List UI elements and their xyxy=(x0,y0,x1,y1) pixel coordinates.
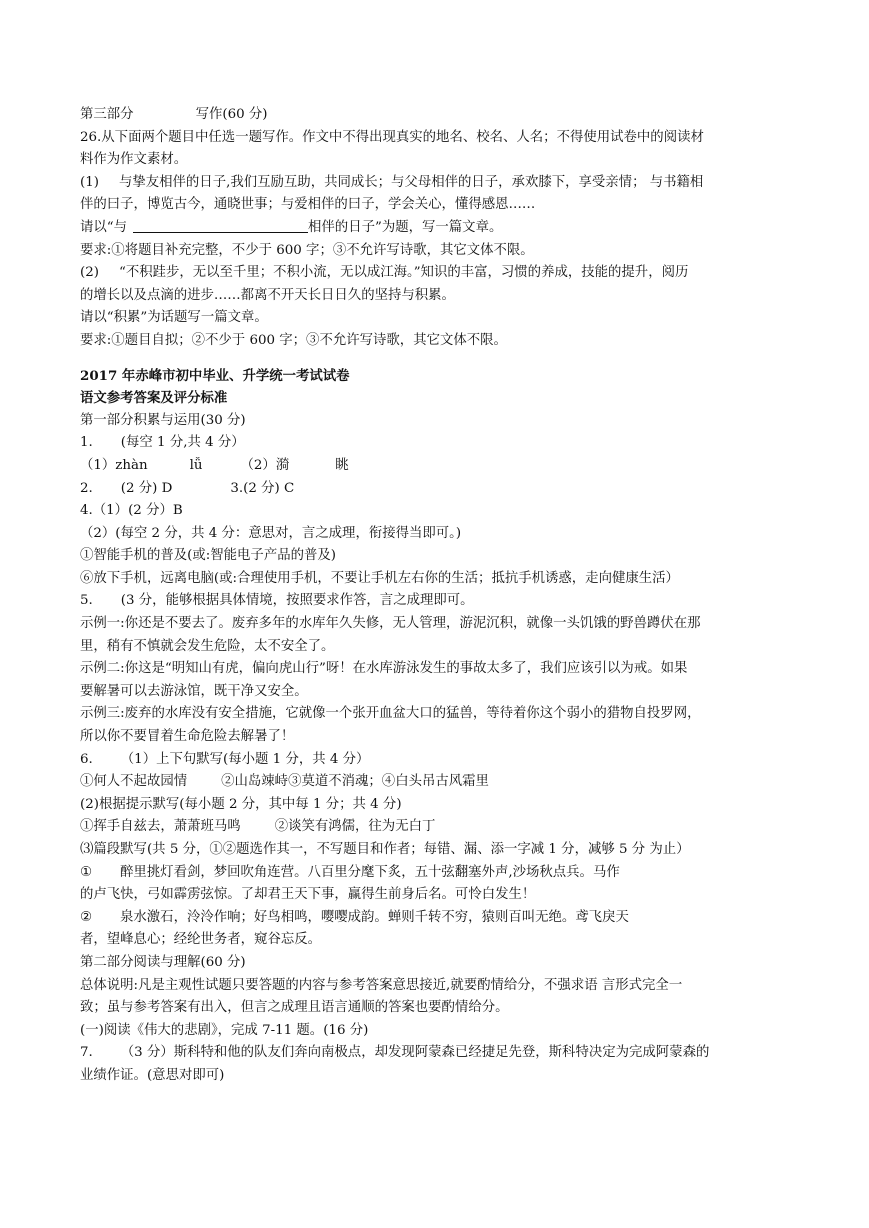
answer-6-passage-2: ② 泉水激石，泠泠作响；好鸟相鸣，嘤嘤成韵。蝉则千转不穷，猿则百叫无绝。鸢飞戾天 xyxy=(80,909,629,925)
answer-6-3: ⑶篇段默写(共 5 分，①②题选作其一，不写题目和作者；每错、漏、添一字减 1 分，减够 5 分 为止） xyxy=(80,842,690,857)
option-1-prompt: 请以“与 相伴的日子”为题，写一篇文章。 xyxy=(80,219,503,235)
example-2: 示例二:你这是“明知山有虎，偏向虎山行”呀！在水库游泳发生的事故太多了，我们应该引以为戒。如果 xyxy=(80,661,688,677)
fill-blank-line xyxy=(133,218,308,233)
answer-6-passage-2-cont: 者，望峰息心；经纶世务者，窥谷忘反。 xyxy=(80,932,322,948)
question-26: 26.从下面两个题目中任选一题写作。作文中不得出现真实的地名、校名、人名；不得使用试卷中的阅读材 xyxy=(80,129,704,145)
part2-heading: 第二部分阅读与理解(60 分) xyxy=(80,954,246,970)
answer-6-2: (2)根据提示默写(每小题 2 分，其中每 1 分；共 4 分) xyxy=(80,796,402,812)
answer-4-a6: ⑥放下手机，远离电脑(或:合理使用手机，不要让手机左右你的生活；抵抗手机诱惑，走向健康生活） xyxy=(80,570,679,586)
option-2: (2) “不积跬步，无以至千里；不积小流，无以成江海。”知识的丰富，习惯的养成，技能的提升，阅历 xyxy=(80,265,689,281)
section-1-heading: (一)阅读《伟大的悲剧》，完成 7-11 题。(16 分) xyxy=(80,1022,369,1038)
answer-6-passage-1-cont: 的卢飞快，弓如霹雳弦惊。了却君王天下事，赢得生前身后名。可怜白发生！ xyxy=(80,887,536,903)
option-1-cont: 伴的曰子，博览古今，通晓世事；与爱相伴的曰子，学会关心，懂得感恩…… xyxy=(80,197,536,213)
general-note: 总体说明:凡是主观性试题只要答题的内容与参考答案意思接近,就要酌情给分，不强求语 言形式完全一 xyxy=(80,977,683,993)
general-note-cont: 致；虽与参考答案有出入，但言之成理且语言通顺的答案也要酌情给分。 xyxy=(80,1000,509,1016)
answer-6-passage-1: ① 醉里挑灯看剑，梦回吹角连营。八百里分麾下炙，五十弦翻塞外声,沙场秋点兵。马作 xyxy=(80,864,620,880)
part3-heading: 第三部分 写作(60 分) xyxy=(80,107,268,122)
answer-7: 7. （3 分）斯科特和他的队友们奔向南极点，却发现阿蒙森已经捷足先登，斯科特决定为完成阿蒙森的 xyxy=(80,1045,710,1061)
option-2-prompt: 请以“积累”为话题写一篇文章。 xyxy=(80,310,268,326)
option-2-requirement: 要求:①题目自拟；②不少于 600 字；③不允许写诗歌，其它文体不限。 xyxy=(80,332,507,348)
part1-heading: 第一部分积累与运用(30 分) xyxy=(80,412,246,428)
answers-title: 2017 年赤峰市初中毕业、升学统一考试试卷 xyxy=(80,367,350,384)
example-2-cont: 要解暑可以去游泳馆，既干净又安全。 xyxy=(80,683,308,699)
answer-6-row1: ①何人不起故园情 ②山岛竦峙③莫道不消魂；④白头吊古风霜里 xyxy=(80,774,489,790)
question-26-cont: 料作为作文素材。 xyxy=(80,152,188,168)
example-1: 示例一:你还是不要去了。废弃多年的水库年久失修，无人管理，游泥沉积，就像一头饥饿的野兽蹲伏在那 xyxy=(80,616,701,632)
example-1-cont: 里，稍有不慎就会发生危险，太不安全了。 xyxy=(80,638,335,654)
answer-4-a1: ①智能手机的普及(或:智能电子产品的普及) xyxy=(80,548,336,564)
answer-1: 1. (每空 1 分,共 4 分） xyxy=(80,435,245,451)
answer-1-detail: （1）zhàn lǚ （2）漪 眺 xyxy=(80,457,349,473)
option-1: (1) 与挚友相伴的日子,我们互励互助，共同成长；与父母相伴的日子，承欢膝下，享受亲情； 与书籍相 xyxy=(80,174,704,190)
example-3: 示例三:废弃的水库没有安全措施，它就像一个张开血盆大口的猛兽，等待着你这个弱小的猎物自投罗网， xyxy=(80,706,701,722)
answer-4-2: （2）(每空 2 分，共 4 分：意思对，言之成理，衔接得当即可。) xyxy=(80,525,462,541)
answer-7-cont: 业绩作证。(意思对即可) xyxy=(80,1067,225,1083)
answer-6: 6. （1）上下句默写(每小题 1 分，共 4 分） xyxy=(80,751,370,767)
example-3-cont: 所以你不要冒着生命危险去解暑了！ xyxy=(80,729,295,745)
answers-subtitle: 语文参考答案及评分标准 xyxy=(80,390,228,407)
answer-4-1: 4.（1）(2 分）B xyxy=(80,503,183,519)
option-1-requirement: 要求:①将题目补充完整，不少于 600 字；③不允许写诗歌，其它文体不限。 xyxy=(80,242,534,258)
option-2-cont: 的增长以及点滴的进步……都离不开天长日日久的坚持与积累。 xyxy=(80,287,455,303)
document-page xyxy=(80,104,792,1088)
answer-6-row2: ①挥手自兹去，萧萧班马鸣 ②谈笑有鸿儒，往为无白丁 xyxy=(80,819,436,835)
answer-2-3: 2. (2 分) D 3.(2 分) C xyxy=(80,480,295,496)
answer-5: 5. (3 分，能够根据具体情境，按照要求作答，言之成理即可。 xyxy=(80,593,474,609)
